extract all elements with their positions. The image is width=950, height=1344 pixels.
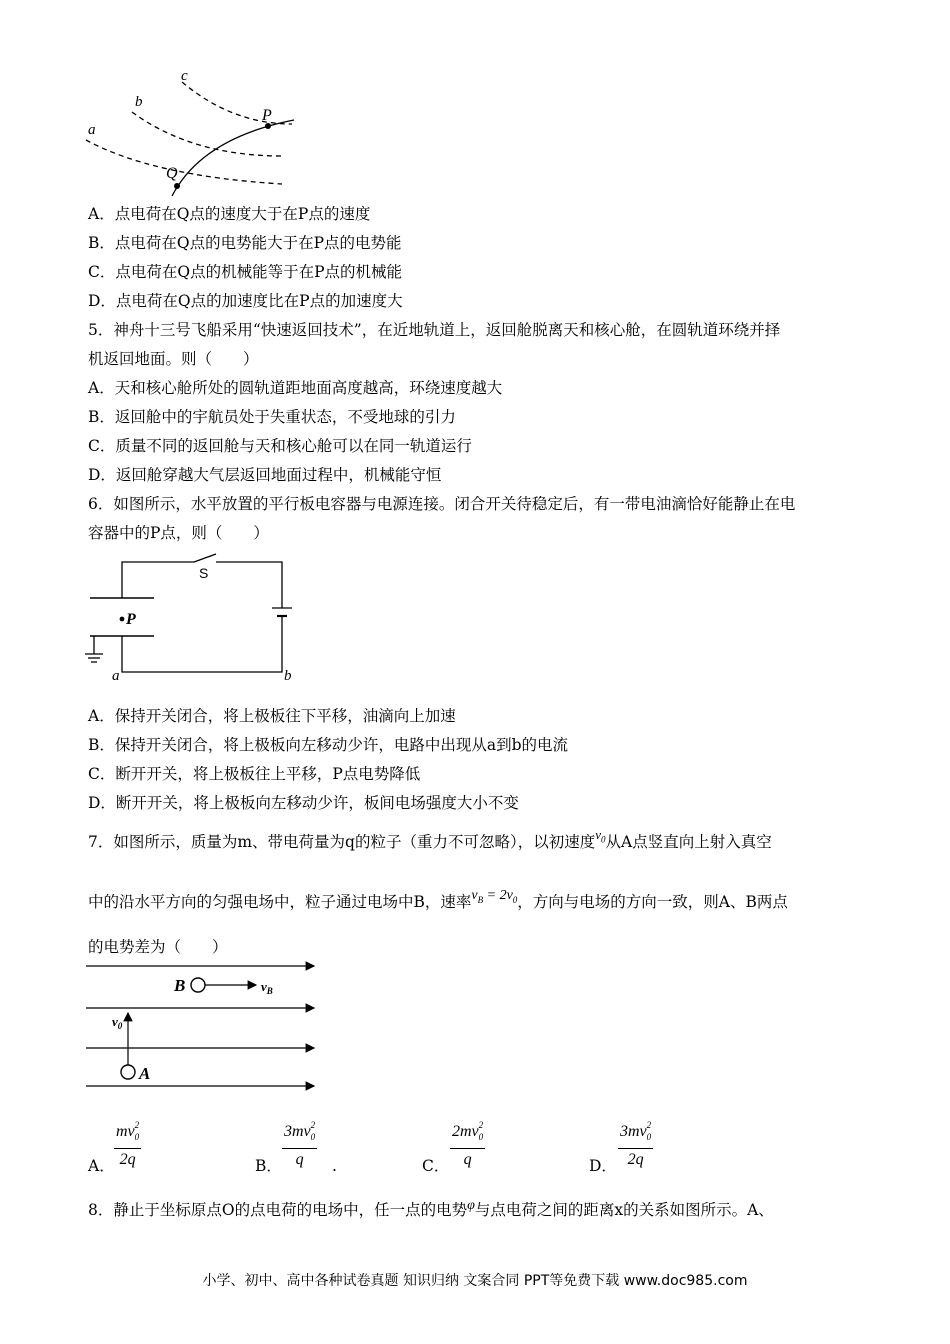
q7-option-c-label: C． bbox=[422, 1157, 450, 1175]
equipotential-figure bbox=[82, 66, 302, 200]
capacitor-circuit-figure bbox=[82, 550, 302, 684]
q7-option-d-fraction: 3mv 2 $_0$ 2q bbox=[620, 1120, 652, 1169]
q7-stem-line1-b: 从A点竖直向上射入真空 bbox=[605, 833, 772, 851]
q5-option-d: D．返回舱穿越大气层返回地面过程中，机械能守恒 bbox=[88, 466, 442, 484]
q4-option-d: D．点电荷在Q点的加速度比在P点的加速度大 bbox=[88, 292, 403, 310]
q7-stem-line2: 中的沿水平方向的匀强电场中，粒子通过电场中B，速率$v_B = 2v_0$，方向与电场的方向一致，则A、B两点 bbox=[88, 888, 788, 911]
q5-stem-line2: 机返回地面。则（ ） bbox=[88, 350, 259, 368]
q6-stem-line1: 6．如图所示，水平放置的平行板电容器与电源连接。闭合开关待稳定后，有一带电油滴恰好能静止在电 bbox=[88, 495, 796, 513]
q6-option-c: C．断开开关，将上极板往上平移，P点电势降低 bbox=[88, 765, 421, 783]
q7-option-b-label: B． bbox=[255, 1157, 282, 1175]
q7-option-d-label: D． bbox=[589, 1157, 617, 1175]
q4-option-a: A．点电荷在Q点的速度大于在P点的速度 bbox=[88, 205, 371, 223]
label-a: a bbox=[88, 122, 96, 138]
label-c: c bbox=[181, 68, 188, 84]
q7-option-a-label: A． bbox=[88, 1157, 115, 1175]
label-b-cap: b bbox=[284, 668, 292, 684]
phi-symbol: φ bbox=[467, 1198, 475, 1213]
label-vB: $v_B$ bbox=[261, 979, 273, 996]
q4-option-b: B．点电荷在Q点的电势能大于在P点的电势能 bbox=[88, 234, 402, 252]
q7-stem-line3: 的电势差为（ ） bbox=[88, 938, 228, 956]
label-Q: Q bbox=[166, 165, 178, 182]
q6-option-a: A．保持开关闭合，将上极板往下平移，油滴向上加速 bbox=[88, 707, 456, 725]
q7-option-a-fraction: mv 2 $_0$ 2q bbox=[116, 1120, 140, 1169]
label-P-cap: P bbox=[126, 611, 136, 628]
q7-stem-line1-a: 7．如图所示，质量为m、带电荷量为q的粒子（重力不可忽略），以初速度 bbox=[88, 833, 596, 851]
q7-stem-line1 bbox=[88, 827, 772, 858]
page-footer: 小学、初中、高中各种试卷真题 知识归纳 文案合同 PPT等免费下载 www.doc985.com bbox=[202, 1273, 748, 1289]
q7-vb-equation: $v_B = 2v_0$ bbox=[471, 888, 518, 905]
label-a-cap: a bbox=[112, 668, 120, 684]
q5-option-a: A．天和核心舱所处的圆轨道距地面高度越高，环绕速度越大 bbox=[88, 379, 503, 397]
label-b: b bbox=[135, 94, 143, 110]
q7-option-b-trail: . bbox=[332, 1157, 337, 1175]
label-P: P bbox=[262, 107, 272, 124]
q6-option-d: D．断开开关，将上极板向左移动少许，板间电场强度大小不变 bbox=[88, 794, 519, 812]
q4-option-c: C．点电荷在Q点的机械能等于在P点的机械能 bbox=[88, 263, 402, 281]
label-S: S bbox=[199, 565, 209, 581]
q7-v0: v0 bbox=[595, 827, 606, 845]
electric-field-figure bbox=[84, 958, 324, 1098]
q6-stem-line2: 容器中的P点，则（ ） bbox=[88, 524, 269, 542]
q6-option-b: B．保持开关闭合，将上极板向左移动少许，电路中出现从a到b的电流 bbox=[88, 736, 569, 754]
q5-option-b: B．返回舱中的宇航员处于失重状态，不受地球的引力 bbox=[88, 408, 456, 426]
label-B-field: B bbox=[174, 976, 186, 995]
label-A-field: A bbox=[139, 1064, 151, 1083]
q5-stem-line1: 5．神舟十三号飞船采用“快速返回技术”，在近地轨道上，返回舱脱离天和核心舱，在圆轨道环绕并择 bbox=[88, 321, 781, 339]
q8-stem: 8．静止于坐标原点O的点电荷的电场中，任一点的电势φ与点电荷之间的距离x的关系如图所示。A、 bbox=[88, 1198, 774, 1219]
label-v0: $v_0$ bbox=[112, 1014, 123, 1031]
q7-option-b-fraction: 3mv 2 $_0$ q bbox=[284, 1120, 316, 1169]
q7-option-c-fraction: 2mv 2 $_0$ q bbox=[452, 1120, 484, 1169]
q5-option-c: C．质量不同的返回舱与天和核心舱可以在同一轨道运行 bbox=[88, 437, 472, 455]
